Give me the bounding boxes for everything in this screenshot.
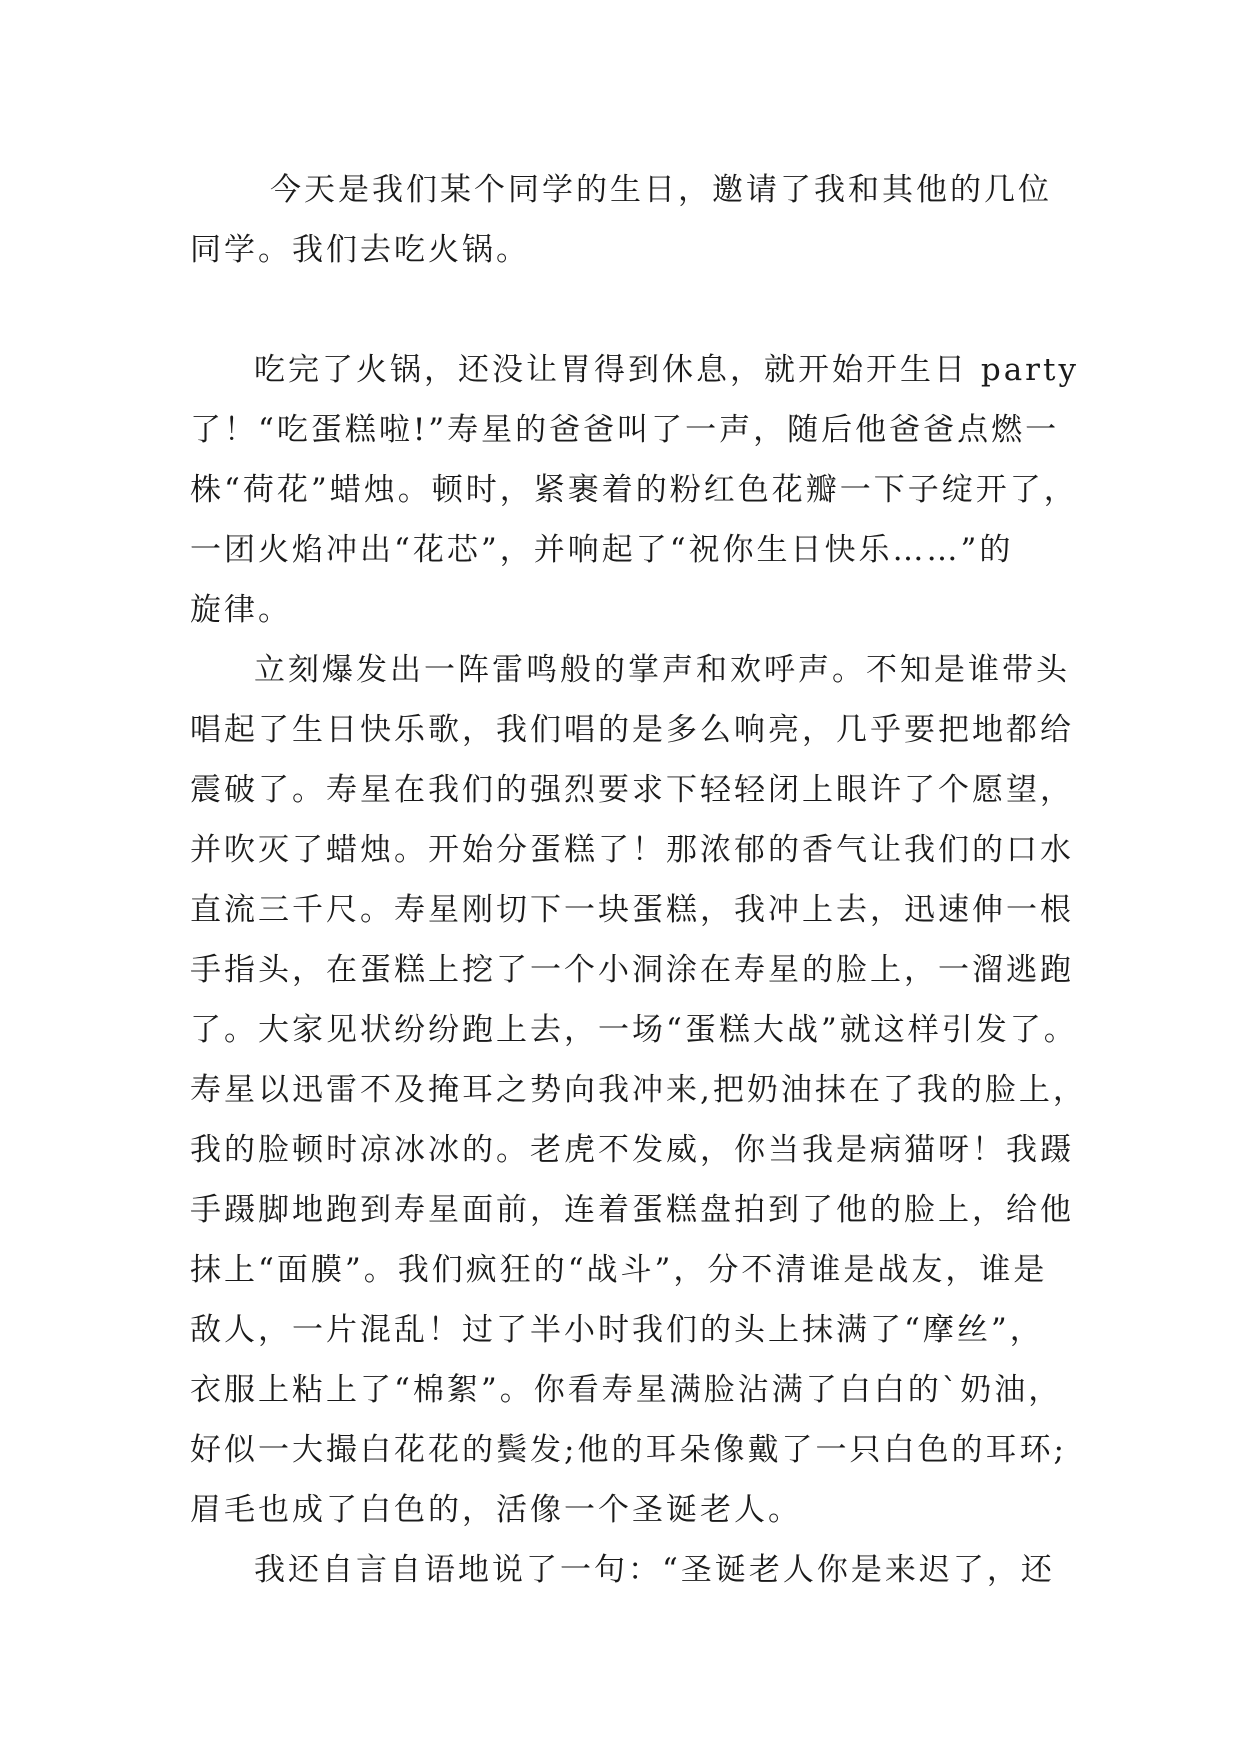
text-line: 同学。我们去吃火锅。 [190, 232, 530, 268]
text-line: 吃完了火锅，还没让胃得到休息，就开始开生日 party [254, 352, 1079, 388]
paragraph-gap [190, 280, 1050, 340]
text-line: 震破了。寿星在我们的强烈要求下轻轻闭上眼许了个愿望， [190, 772, 1074, 808]
text-line: 敌人，一片混乱！过了半小时我们的头上抹满了“摩丝”， [190, 1312, 1044, 1348]
paragraph-2 [190, 340, 1079, 640]
text-line: 寿星以迅雷不及掩耳之势向我冲来,把奶油抹在了我的脸上， [190, 1072, 1087, 1108]
paragraph-1 [190, 160, 1050, 280]
text-line: 我还自言自语地说了一句：“圣诞老人你是来迟了，还 [254, 1552, 1055, 1588]
text-line: 一团火焰冲出“花芯”，并响起了“祝你生日快乐……”的 [190, 532, 1014, 568]
text-line: 手蹑脚地跑到寿星面前，连着蛋糕盘拍到了他的脸上，给他 [190, 1192, 1074, 1228]
text-line: 好似一大撮白花花的鬓发;他的耳朵像戴了一只白色的耳环; [190, 1432, 1067, 1468]
text-line: 我的脸顿时凉冰冰的。老虎不发威，你当我是病猫呀！我蹑 [190, 1132, 1074, 1168]
text-line: 唱起了生日快乐歌，我们唱的是多么响亮，几乎要把地都给 [190, 712, 1074, 748]
text-line: 手指头，在蛋糕上挖了一个小洞涂在寿星的脸上，一溜逃跑 [190, 952, 1074, 988]
text-line: 直流三千尺。寿星刚切下一块蛋糕，我冲上去，迅速伸一根 [190, 892, 1074, 928]
text-line: 今天是我们某个同学的生日，邀请了我和其他的几位 [270, 172, 1052, 208]
text-line: 衣服上粘上了“棉絮”。你看寿星满脸沾满了白白的`奶油， [190, 1372, 1063, 1408]
document-page [190, 160, 1087, 1600]
text-line: 株“荷花”蜡烛。顿时，紧裹着的粉红色花瓣一下子绽开了， [190, 472, 1078, 508]
text-line: 了！“吃蛋糕啦!”寿星的爸爸叫了一声，随后他爸爸点燃一 [190, 412, 1060, 448]
text-line: 立刻爆发出一阵雷鸣般的掌声和欢呼声。不知是谁带头 [254, 652, 1070, 688]
text-line: 眉毛也成了白色的，活像一个圣诞老人。 [190, 1492, 802, 1528]
text-line: 并吹灭了蜡烛。开始分蛋糕了！那浓郁的香气让我们的口水 [190, 832, 1074, 868]
text-line: 旋律。 [190, 592, 292, 628]
text-line: 抹上“面膜”。我们疯狂的“战斗”，分不清谁是战友，谁是 [190, 1252, 1048, 1288]
paragraph-4 [190, 1540, 1055, 1600]
paragraph-3 [190, 640, 1087, 1540]
text-line: 了。大家见状纷纷跑上去，一场“蛋糕大战”就这样引发了。 [190, 1012, 1078, 1048]
